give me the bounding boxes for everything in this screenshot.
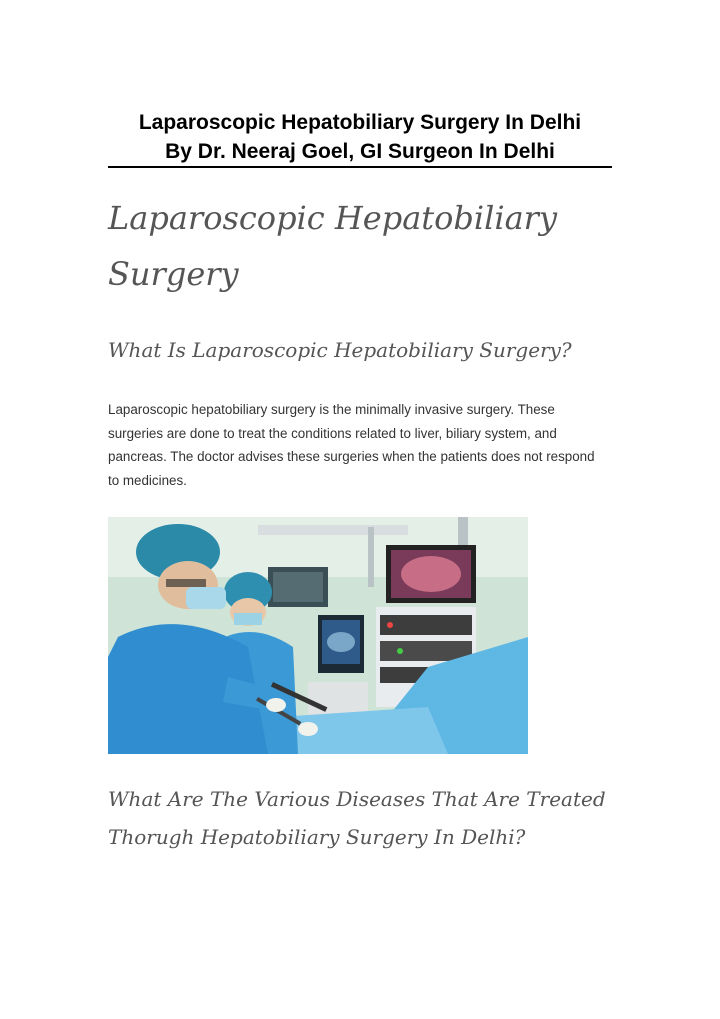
title-line-2: By Dr. Neeraj Goel, GI Surgeon In Delhi	[108, 138, 612, 168]
section-heading-what-is: What Is Laparoscopic Hepatobiliary Surgery?	[108, 338, 572, 362]
title-line-1: Laparoscopic Hepatobiliary Surgery In Delhi	[138, 111, 582, 134]
surgery-photo	[108, 517, 528, 754]
intro-paragraph: Laparoscopic hepatobiliary surgery is the minimally invasive surgery. These surgeries are done to treat the conditions related to liver, biliary system, and pancreas. The doctor advises these surgeries when the patients does not respond to medicines.	[108, 402, 595, 488]
main-heading: Laparoscopic Hepatobiliary Surgery	[108, 199, 558, 293]
document-title	[108, 108, 612, 168]
section-heading-diseases: What Are The Various Diseases That Are Treated Thorugh Hepatobiliary Surgery In Delhi?	[108, 787, 606, 849]
